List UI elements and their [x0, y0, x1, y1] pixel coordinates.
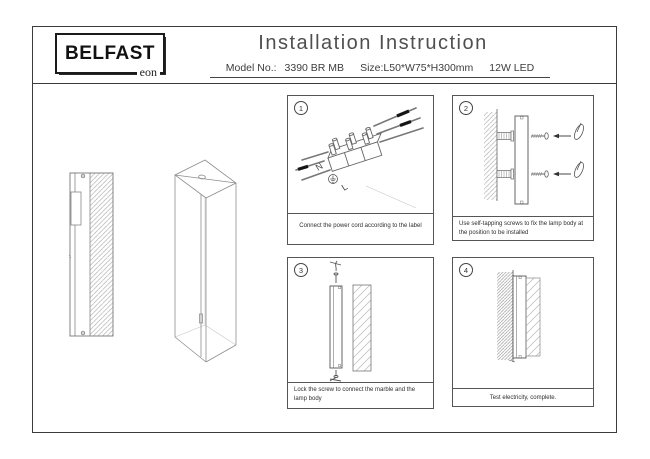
step-caption: Test electricity, complete. [453, 388, 593, 406]
step-number-badge: 2 [459, 101, 473, 115]
lamp-front-view-drawing [66, 170, 118, 342]
step-panel-1 [287, 95, 434, 245]
live-label: L [339, 181, 350, 193]
page-title: Installation Instruction [258, 32, 488, 54]
model-line [210, 62, 550, 78]
fixing-row [497, 123, 585, 179]
model-label: Model No.: [225, 62, 277, 74]
power-value: 12W LED [489, 62, 535, 74]
earth-symbol [329, 175, 338, 184]
mounted-lamp-diagram [453, 258, 593, 388]
step-panel-3 [287, 257, 434, 409]
step-caption: Use self-tapping screws to fix the lamp body at the position to be installed [453, 216, 593, 240]
step-number-badge: 3 [294, 263, 308, 277]
step-caption: Lock the screw to connect the marble and the lamp body [288, 382, 433, 408]
step-panel-4 [452, 257, 594, 407]
step-caption: Connect the power cord according to the label [288, 213, 433, 244]
wall-mount-diagram [453, 96, 593, 216]
step-number-badge: 4 [459, 263, 473, 277]
model-value: 3390 BR MB [284, 62, 345, 74]
marble-assembly-diagram [288, 258, 433, 382]
size-label: Size: [360, 62, 384, 74]
brand-logo [55, 33, 165, 79]
step-panel-2 [452, 95, 594, 241]
lamp-isometric-view-drawing [168, 152, 246, 370]
neutral-label: N [313, 160, 325, 173]
step-number-badge: 1 [294, 101, 308, 115]
brand-name: BELFAST [64, 42, 156, 64]
header-divider [32, 83, 617, 84]
size-value: L50*W75*H300mm [383, 62, 474, 74]
brand-subname: eon [137, 65, 160, 80]
terminal-block-diagram [288, 96, 433, 213]
